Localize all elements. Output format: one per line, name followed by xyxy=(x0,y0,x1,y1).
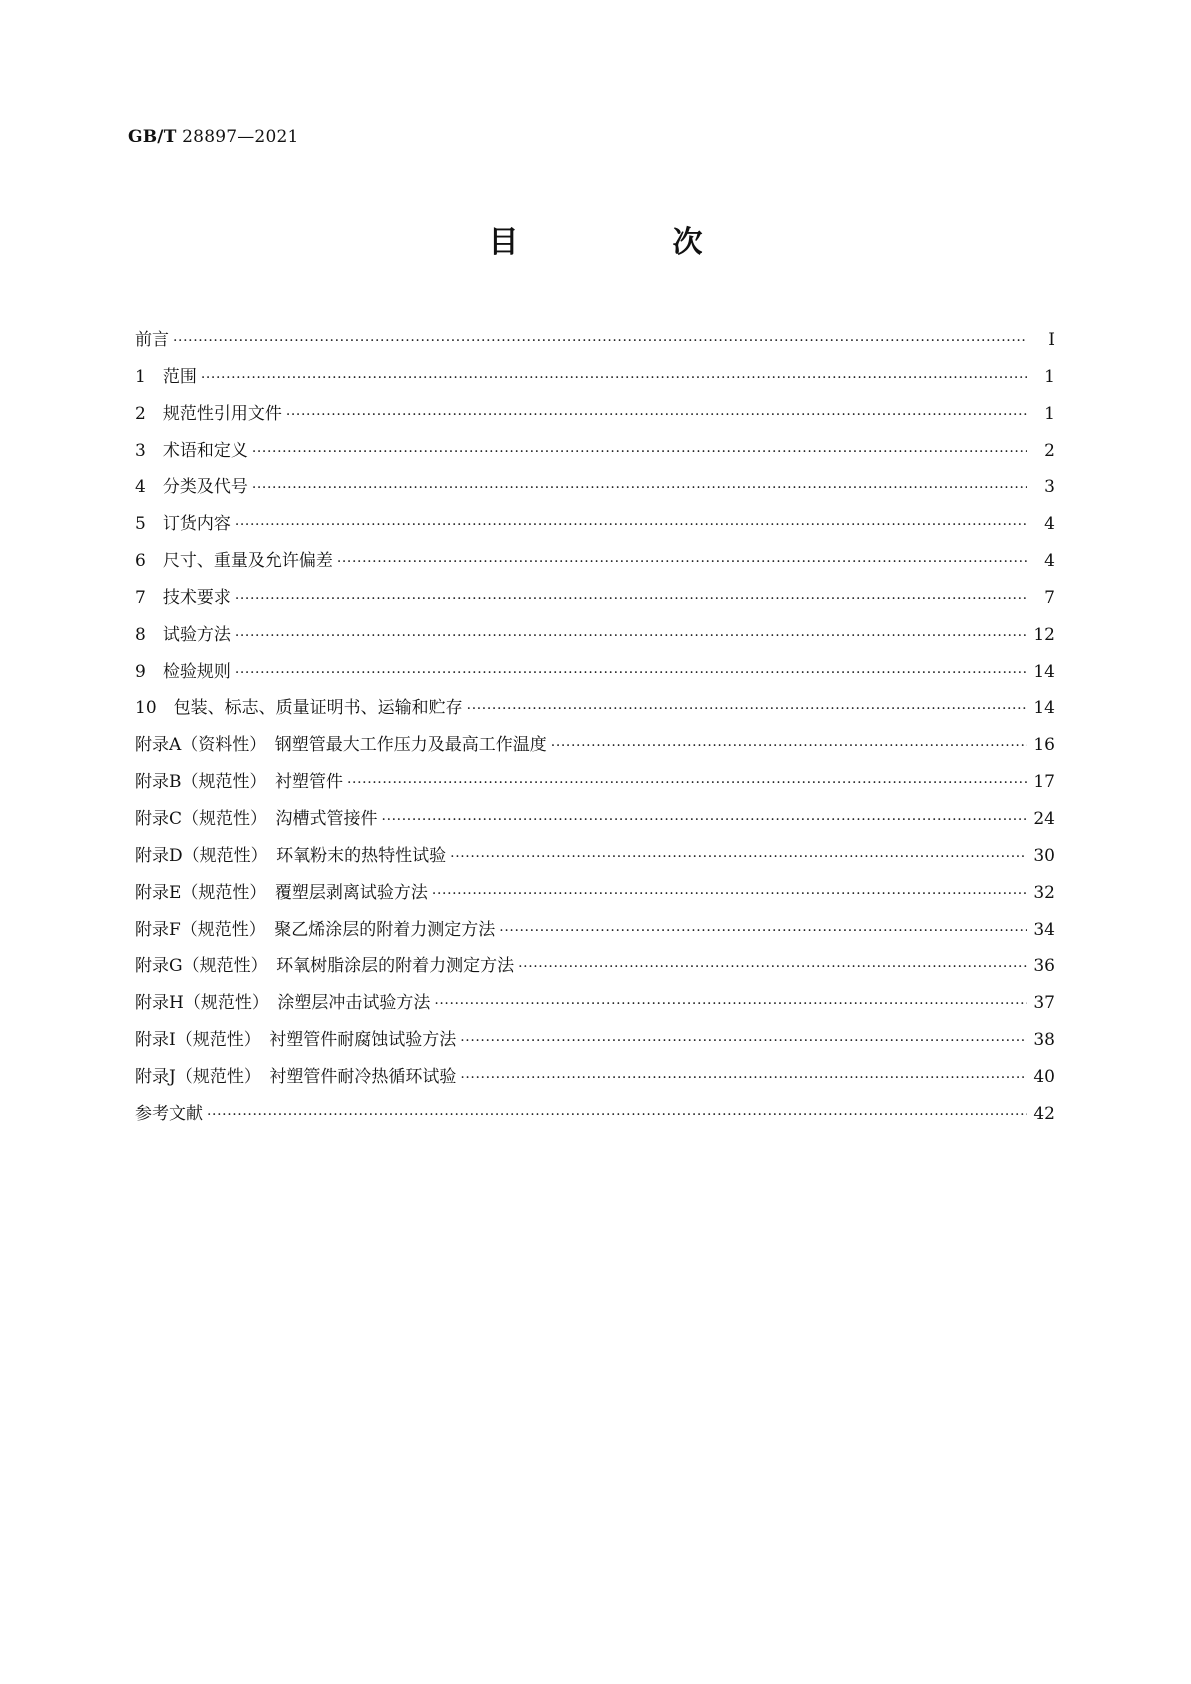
toc-leader-dots xyxy=(252,480,1027,496)
toc-leader-dots xyxy=(460,1033,1027,1049)
toc-entry-page: 17 xyxy=(1033,772,1055,793)
toc-leader-dots xyxy=(286,407,1027,423)
toc-entry-classification[interactable] xyxy=(135,472,1055,509)
toc-entry-label: 5 订货内容 xyxy=(135,514,231,535)
toc-entry-test-methods[interactable] xyxy=(135,620,1055,657)
toc-entry-technical-requirements[interactable] xyxy=(135,583,1055,620)
toc-entry-page: 14 xyxy=(1033,698,1055,719)
toc-leader-dots xyxy=(347,775,1027,791)
toc-entry-label: 7 技术要求 xyxy=(135,587,231,608)
toc-entry-annex-a[interactable] xyxy=(135,730,1055,767)
toc-entry-packaging[interactable] xyxy=(135,693,1055,730)
toc-leader-dots xyxy=(201,370,1027,386)
toc-leader-dots xyxy=(235,591,1027,607)
toc-entry-page: 42 xyxy=(1033,1103,1055,1124)
toc-leader-dots xyxy=(432,886,1027,902)
toc-entry-page: 40 xyxy=(1033,1066,1055,1087)
toc-entry-label: 附录H（规范性） 涂塑层冲击试验方法 xyxy=(135,993,431,1014)
toc-entry-label: 3 术语和定义 xyxy=(135,440,248,461)
standard-header xyxy=(128,127,299,147)
toc-entry-label: 参考文献 xyxy=(135,1103,203,1124)
toc-entry-label: 附录I（规范性） 衬塑管件耐腐蚀试验方法 xyxy=(135,1030,457,1051)
toc-entry-inspection-rules[interactable] xyxy=(135,657,1055,694)
toc-entry-page: 38 xyxy=(1033,1030,1055,1051)
toc-entry-page: 3 xyxy=(1044,477,1055,498)
toc-leader-dots xyxy=(434,996,1027,1012)
toc-entry-annex-i[interactable] xyxy=(135,1025,1055,1062)
toc-entry-label: 附录F（规范性） 聚乙烯涂层的附着力测定方法 xyxy=(135,919,496,940)
page-title: 目 次 xyxy=(488,225,765,260)
toc-leader-dots xyxy=(252,444,1027,460)
toc-entry-label: 6 尺寸、重量及允许偏差 xyxy=(135,551,333,572)
toc-entry-terms[interactable] xyxy=(135,436,1055,473)
toc-entry-label: 9 检验规则 xyxy=(135,661,231,682)
toc-leader-dots xyxy=(235,517,1027,533)
toc-entry-page: 12 xyxy=(1033,624,1055,645)
toc-entry-label: 附录G（规范性） 环氧树脂涂层的附着力测定方法 xyxy=(135,956,515,977)
toc-entry-label: 附录J（规范性） 衬塑管件耐冷热循环试验 xyxy=(135,1066,457,1087)
toc-entry-page: Ⅰ xyxy=(1048,330,1055,350)
toc-entry-page: 34 xyxy=(1033,919,1055,940)
table-of-contents xyxy=(135,325,1055,1136)
toc-entry-label: 8 试验方法 xyxy=(135,624,231,645)
toc-entry-normative-references[interactable] xyxy=(135,399,1055,436)
toc-leader-dots xyxy=(235,665,1027,681)
toc-leader-dots xyxy=(173,333,1027,349)
toc-entry-label: 10 包装、标志、质量证明书、运输和贮存 xyxy=(135,698,463,719)
toc-entry-label: 前言 xyxy=(135,330,169,350)
toc-entry-page: 1 xyxy=(1044,403,1055,424)
toc-entry-page: 4 xyxy=(1044,514,1055,535)
toc-entry-annex-e[interactable] xyxy=(135,878,1055,915)
toc-leader-dots xyxy=(467,701,1027,717)
toc-entry-annex-d[interactable] xyxy=(135,841,1055,878)
toc-leader-dots xyxy=(235,628,1027,644)
toc-entry-page: 7 xyxy=(1044,587,1055,608)
toc-entry-annex-b[interactable] xyxy=(135,767,1055,804)
toc-leader-dots xyxy=(551,738,1027,754)
toc-entry-dimensions[interactable] xyxy=(135,546,1055,583)
toc-entry-label: 附录D（规范性） 环氧粉末的热特性试验 xyxy=(135,845,447,866)
standard-prefix: GB/T xyxy=(128,127,177,147)
toc-entry-page: 37 xyxy=(1033,993,1055,1014)
toc-entry-bibliography[interactable] xyxy=(135,1099,1055,1136)
toc-leader-dots xyxy=(207,1107,1027,1123)
toc-entry-scope[interactable] xyxy=(135,362,1055,399)
toc-entry-annex-j[interactable] xyxy=(135,1062,1055,1099)
toc-entry-label: 附录C（规范性） 沟槽式管接件 xyxy=(135,808,378,829)
toc-leader-dots xyxy=(382,812,1027,828)
toc-entry-label: 4 分类及代号 xyxy=(135,477,248,498)
toc-entry-annex-h[interactable] xyxy=(135,988,1055,1025)
toc-entry-label: 附录A（资料性） 钢塑管最大工作压力及最高工作温度 xyxy=(135,735,547,756)
standard-number: 28897—2021 xyxy=(182,127,299,147)
toc-entry-page: 2 xyxy=(1044,440,1055,461)
toc-entry-page: 1 xyxy=(1044,366,1055,387)
toc-entry-page: 36 xyxy=(1033,956,1055,977)
toc-entry-page: 24 xyxy=(1033,808,1055,829)
toc-entry-foreword[interactable] xyxy=(135,325,1055,362)
toc-entry-page: 14 xyxy=(1033,661,1055,682)
toc-entry-label: 1 范围 xyxy=(135,366,197,387)
toc-entry-label: 附录B（规范性） 衬塑管件 xyxy=(135,772,343,793)
toc-entry-annex-f[interactable] xyxy=(135,915,1055,952)
toc-leader-dots xyxy=(518,959,1027,975)
toc-leader-dots xyxy=(450,849,1027,865)
toc-entry-order-content[interactable] xyxy=(135,509,1055,546)
toc-entry-label: 附录E（规范性） 覆塑层剥离试验方法 xyxy=(135,882,428,903)
toc-entry-annex-g[interactable] xyxy=(135,951,1055,988)
toc-leader-dots xyxy=(337,554,1027,570)
toc-entry-page: 32 xyxy=(1033,882,1055,903)
toc-entry-page: 16 xyxy=(1033,735,1055,756)
toc-leader-dots xyxy=(460,1070,1027,1086)
toc-leader-dots xyxy=(499,923,1027,939)
toc-entry-page: 4 xyxy=(1044,551,1055,572)
toc-entry-annex-c[interactable] xyxy=(135,804,1055,841)
toc-entry-label: 2 规范性引用文件 xyxy=(135,403,282,424)
toc-entry-page: 30 xyxy=(1033,845,1055,866)
